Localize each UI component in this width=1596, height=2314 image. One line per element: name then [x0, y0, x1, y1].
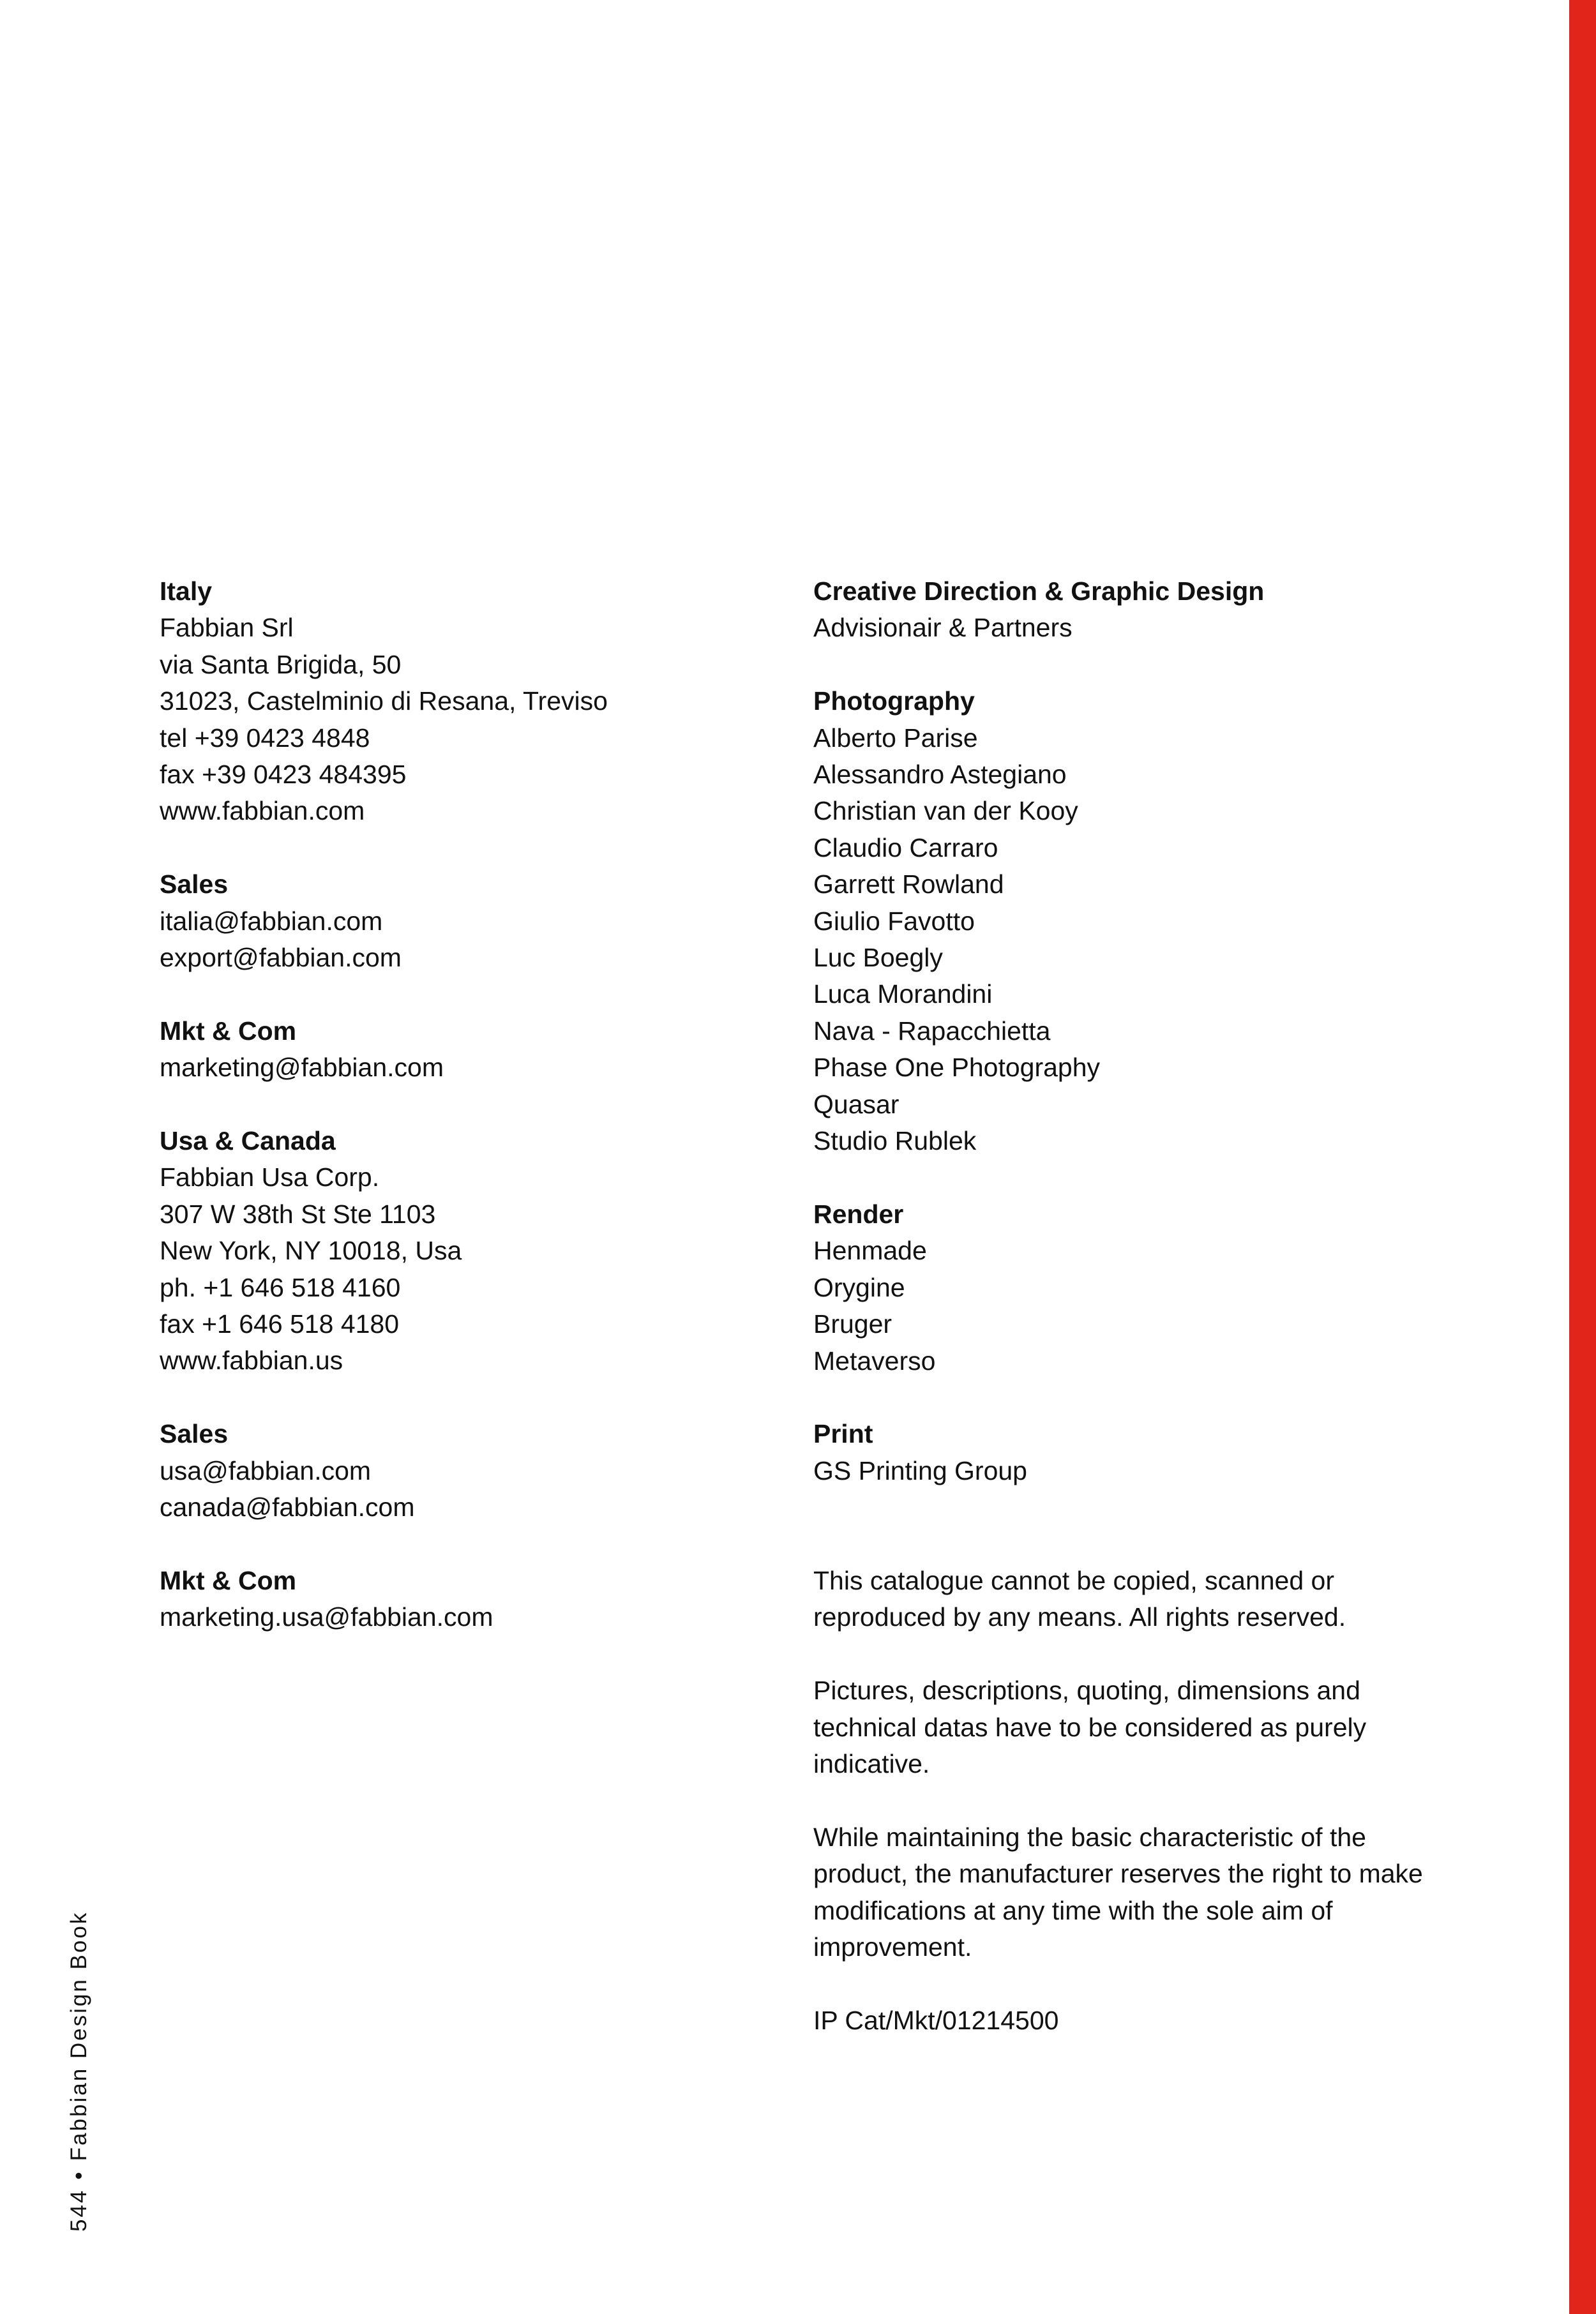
modifications-notice: While maintaining the basic characteristic of the product, the manufacturer reserves the right to make modifications at any time with the sole aim of improvement. — [813, 1822, 1423, 1962]
photographer: Claudio Carraro — [813, 832, 998, 862]
usa-heading: Usa & Canada — [160, 1126, 336, 1156]
section-spacer — [813, 1526, 1426, 1563]
photographer: Nava - Rapacchietta — [813, 1016, 1051, 1046]
usa-fax: fax +1 646 518 4180 — [160, 1309, 400, 1339]
page-number: 544 — [66, 2188, 91, 2232]
render-block — [813, 1196, 1426, 1379]
usa-mkt-heading: Mkt & Com — [160, 1565, 297, 1595]
render-heading: Render — [813, 1199, 904, 1229]
canada-sales-email: canada@fabbian.com — [160, 1492, 415, 1522]
print-heading: Print — [813, 1419, 873, 1449]
photography-block — [813, 683, 1426, 1159]
usa-company: Fabbian Usa Corp. — [160, 1162, 380, 1192]
photographer: Alessandro Astegiano — [813, 760, 1067, 790]
book-title: Fabbian Design Book — [66, 1911, 91, 2161]
photographer: Christian van der Kooy — [813, 796, 1078, 826]
italy-mkt-block — [160, 1013, 766, 1086]
render-studio: Bruger — [813, 1309, 892, 1339]
print-block — [813, 1416, 1426, 1489]
usa-phone: ph. +1 646 518 4160 — [160, 1272, 401, 1302]
usa-website: www.fabbian.us — [160, 1346, 343, 1376]
contacts-column — [160, 573, 766, 1672]
export-sales-email: export@fabbian.com — [160, 943, 402, 973]
catalogue-code: IP Cat/Mkt/01214500 — [813, 2005, 1059, 2035]
red-edge-bar — [1569, 0, 1596, 2314]
usa-mkt-block — [160, 1563, 766, 1636]
page-footer — [66, 1911, 92, 2232]
render-studio: Henmade — [813, 1236, 927, 1266]
italy-city: 31023, Castelminio di Resana, Treviso — [160, 686, 608, 716]
photographer: Phase One Photography — [813, 1053, 1101, 1083]
photographer: Alberto Parise — [813, 723, 978, 753]
print-company: GS Printing Group — [813, 1455, 1027, 1485]
photographer: Studio Rublek — [813, 1126, 977, 1156]
indicative-notice: Pictures, descriptions, quoting, dimensions and technical datas have to be considered as purely indicative. — [813, 1676, 1367, 1778]
italy-company: Fabbian Srl — [160, 613, 294, 643]
usa-block — [160, 1123, 766, 1379]
italy-sales-block — [160, 866, 766, 976]
italy-fax: fax +39 0423 484395 — [160, 760, 407, 790]
italy-sales-heading: Sales — [160, 869, 229, 899]
italy-street: via Santa Brigida, 50 — [160, 649, 402, 679]
photographer: Garrett Rowland — [813, 869, 1004, 899]
photographer: Quasar — [813, 1089, 900, 1119]
italy-heading: Italy — [160, 576, 213, 606]
photographer: Luc Boegly — [813, 943, 943, 973]
render-studio: Metaverso — [813, 1346, 936, 1376]
italy-phone: tel +39 0423 4848 — [160, 723, 370, 753]
usa-city: New York, NY 10018, Usa — [160, 1236, 462, 1266]
copyright-notice: This catalogue cannot be copied, scanned or reproduced by any means. All rights reserved. — [813, 1565, 1346, 1632]
usa-mkt-email: marketing.usa@fabbian.com — [160, 1602, 493, 1632]
footer-separator: • — [66, 2170, 91, 2180]
italy-website: www.fabbian.com — [160, 796, 365, 826]
italy-sales-email: italia@fabbian.com — [160, 906, 383, 936]
render-studio: Orygine — [813, 1272, 905, 1302]
creative-block — [813, 573, 1426, 647]
italy-mkt-email: marketing@fabbian.com — [160, 1053, 444, 1083]
photographer: Luca Morandini — [813, 979, 993, 1009]
credits-column — [813, 573, 1426, 2039]
usa-sales-heading: Sales — [160, 1419, 229, 1449]
creative-agency: Advisionair & Partners — [813, 613, 1073, 643]
usa-sales-email: usa@fabbian.com — [160, 1455, 372, 1485]
usa-sales-block — [160, 1416, 766, 1526]
italy-mkt-heading: Mkt & Com — [160, 1016, 297, 1046]
usa-street: 307 W 38th St Ste 1103 — [160, 1199, 436, 1229]
photography-heading: Photography — [813, 686, 975, 716]
italy-block — [160, 573, 766, 830]
photographer: Giulio Favotto — [813, 906, 975, 936]
creative-heading: Creative Direction & Graphic Design — [813, 576, 1265, 606]
